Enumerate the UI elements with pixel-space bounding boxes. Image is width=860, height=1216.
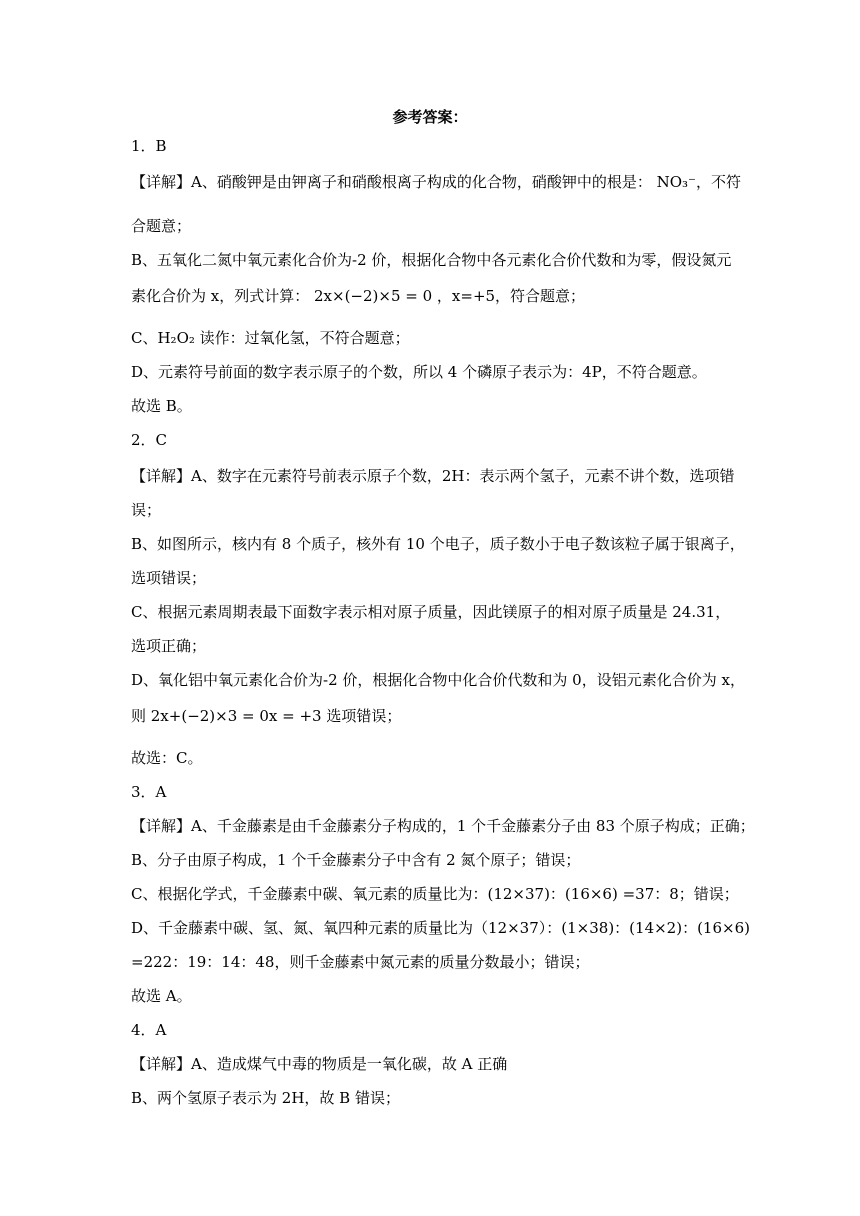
text-line: 合题意； — [131, 217, 192, 235]
text-line: 选项正确； — [131, 637, 207, 655]
text-line: 【详解】A、硝酸钾是由钾离子和硝酸根离子构成的化合物，硝酸钾中的根是： NO₃⁻，不符 — [131, 173, 741, 191]
text-line: 2．C — [131, 431, 168, 449]
text-line: D、千金藤素中碳、氢、氮、氧四种元素的质量比为（12×37）：(1×38)：(14×2)：(16×6) — [131, 919, 750, 937]
text-line: B、如图所示，核内有 8 个质子，核外有 10 个电子，质子数小于电子数该粒子属于银离子， — [131, 535, 745, 553]
text-line: D、氧化铝中氧元素化合价为-2 价，根据化合物中化合价代数和为 0，设铝元素化合价为 x， — [131, 671, 745, 689]
text-line: D、元素符号前面的数字表示原子的个数，所以 4 个磷原子表示为：4P，不符合题意。 — [131, 363, 707, 381]
text-line: 3．A — [131, 783, 167, 801]
text-line: 选项错误； — [131, 569, 207, 587]
text-line: C、H₂O₂ 读作：过氧化氢，不符合题意； — [131, 329, 410, 347]
text-line: 【详解】A、数字在元素符号前表示原子个数，2H：表示两个氢子，元素不讲个数，选项错 — [131, 467, 735, 485]
text-line: 故选 B。 — [131, 397, 192, 415]
text-line: 误； — [131, 501, 162, 519]
text-line: 【详解】A、千金藤素是由千金藤素分子构成的，1 个千金藤素分子由 83 个原子构成；正确； — [131, 817, 755, 835]
text-line: 素化合价为 x，列式计算： 2x×(−2)×5 = 0 ，x=+5，符合题意； — [131, 287, 586, 305]
text-line: 故选 A。 — [131, 987, 192, 1005]
text-line: 1．B — [131, 137, 167, 155]
text-line: 4．A — [131, 1021, 167, 1039]
text-line: =222：19：14：48，则千金藤素中氮元素的质量分数最小；错误； — [131, 953, 590, 971]
text-line: 则 2x+(−2)×3 = 0x = +3 选项错误； — [131, 707, 402, 725]
text-line: C、根据元素周期表最下面数字表示相对原子质量，因此镁原子的相对原子质量是 24.31， — [131, 603, 731, 621]
text-line: 【详解】A、造成煤气中毒的物质是一氧化碳，故 A 正确 — [131, 1055, 508, 1073]
text-line: B、两个氢原子表示为 2H，故 B 错误； — [131, 1089, 400, 1107]
text-line: B、五氧化二氮中氧元素化合价为-2 价，根据化合物中各元素化合价代数和为零，假设氮元 — [131, 251, 732, 269]
text-line: B、分子由原子构成，1 个千金藤素分子中含有 2 氮个原子；错误； — [131, 851, 581, 869]
page-title: 参考答案： — [392, 108, 468, 126]
text-line: C、根据化学式，千金藤素中碳、氧元素的质量比为：(12×37)：(16×6) =37：8；错误； — [131, 885, 739, 903]
text-line: 故选：C。 — [131, 749, 203, 767]
